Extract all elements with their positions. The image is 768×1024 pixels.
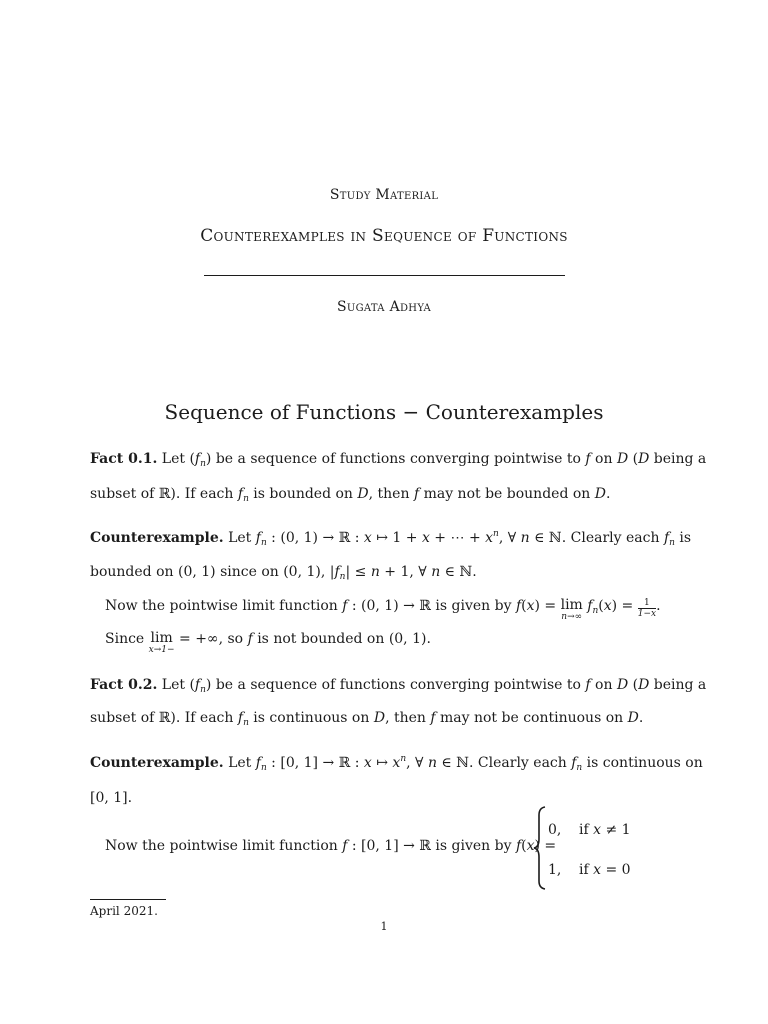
counterexample-1-line-3: Now the pointwise limit function f : (0, 1) → ℝ is given by f(x) = lim n→∞ $f_n(x)$ = $\frac{1}{1-x}$ . bbox=[105, 597, 661, 622]
fraction-one-over-one-minus-x: $\frac{1}{1-x}$ bbox=[637, 598, 657, 619]
case-2-condition: if x = 0 bbox=[579, 862, 631, 878]
title-rule bbox=[204, 275, 565, 276]
fact-2-line-2: subset of ℝ). If each $f_n$ is continuous on D, then f may not be continuous on D. bbox=[90, 710, 644, 728]
case-1-condition: if x ≠ 1 bbox=[579, 822, 631, 838]
counterexample-1-line-1: Counterexample. Let $f_n$ : (0, 1) → ℝ : x ↦ 1 + x + ⋯ + $x^n$, ∀ n ∈ ℕ. Clearly each $f_n$ is bbox=[90, 529, 692, 548]
fact-1-line-2: subset of ℝ). If each $f_n$ is bounded on D, then f may not be bounded on D. bbox=[90, 486, 611, 504]
limit-x-to-one-minus: lim x→1− bbox=[148, 630, 175, 655]
fact-2-line-1: Fact 0.2. Let $(f_n)$ be a sequence of functions converging pointwise to f on D (D being a bbox=[90, 677, 707, 695]
case-2-value: 1, bbox=[548, 862, 562, 878]
counterexample-2-line-1: Counterexample. Let $f_n$ : [0, 1] → ℝ : x ↦ $x^n$, ∀ n ∈ ℕ. Clearly each $f_n$ is continuous on bbox=[90, 754, 703, 773]
subtitle: Study Material bbox=[329, 187, 439, 203]
counterexample-1-line-2: bounded on (0, 1) since on (0, 1), $|f_n| \le n + 1$, ∀ n ∈ ℕ. bbox=[90, 564, 477, 582]
paper-title: Counterexamples in Sequence of Functions bbox=[200, 226, 568, 246]
counterexample-2-line-2: [0, 1]. bbox=[90, 790, 133, 806]
section-title: Sequence of Functions − Counterexamples bbox=[164, 400, 604, 424]
footnote-rule bbox=[90, 899, 166, 900]
page-number: 1 bbox=[380, 920, 388, 933]
case-1-value: 0, bbox=[548, 822, 562, 838]
left-brace bbox=[533, 805, 547, 891]
counterexample-2-line-3: Now the pointwise limit function f : [0, 1] → ℝ is given by f(x) = bbox=[105, 838, 557, 854]
fact-1-line-1: Fact 0.1. Let $(f_n)$ be a sequence of functions converging pointwise to f on D (D being a bbox=[90, 451, 707, 469]
author: Sugata Adhya bbox=[337, 299, 431, 315]
footnote-date: April 2021. bbox=[90, 904, 158, 918]
limit-n-to-infinity: lim n→∞ bbox=[560, 597, 583, 622]
counterexample-1-line-4: Since lim x→1− = +∞, so f is not bounded on (0, 1). bbox=[105, 630, 431, 655]
